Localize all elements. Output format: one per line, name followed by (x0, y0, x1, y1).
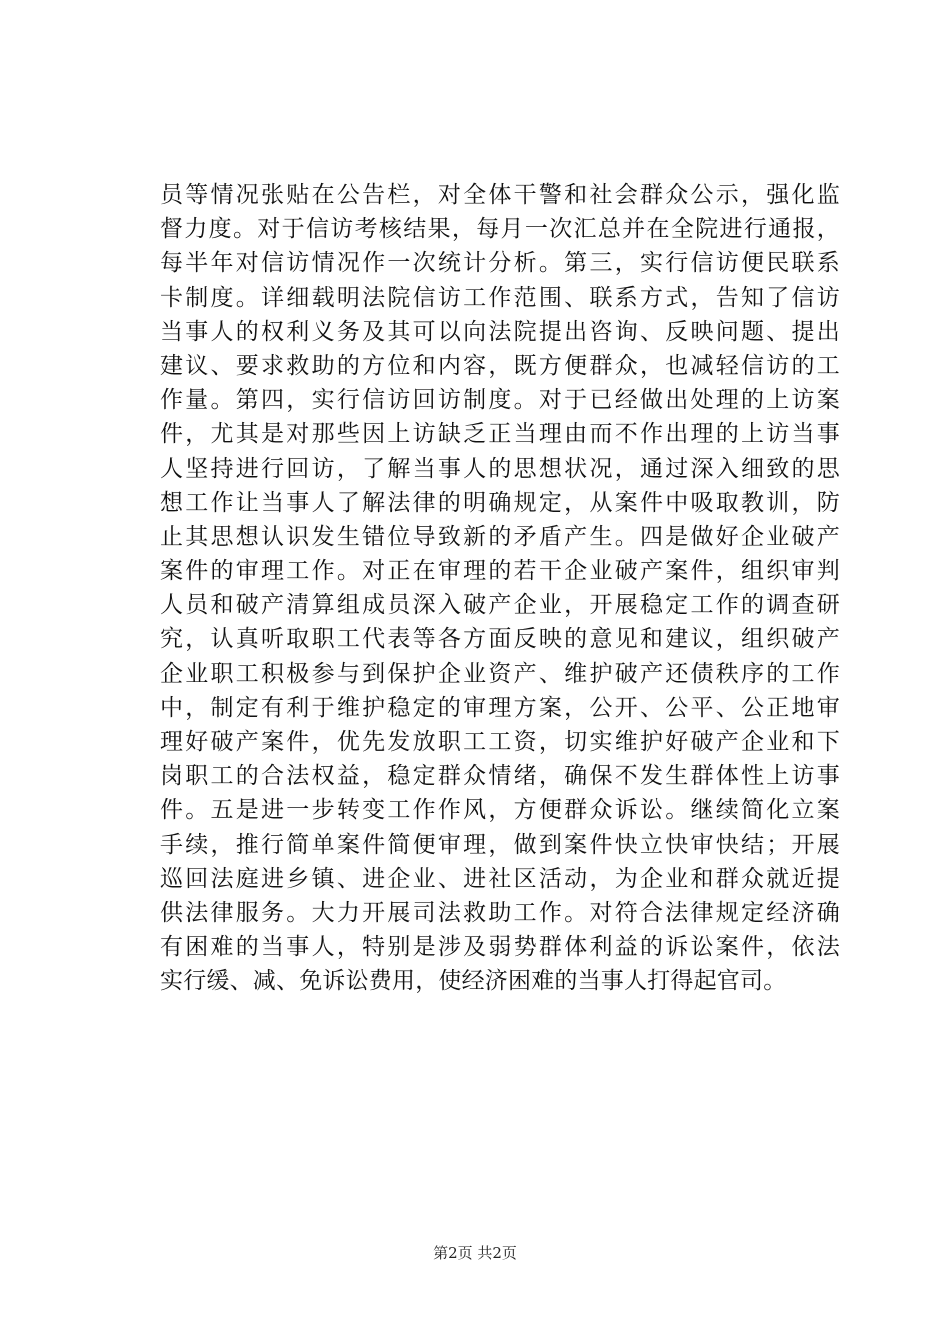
text-line-7: 作量。第四，实行信访回访制度。对于已经做出处理的上访案 (160, 387, 840, 414)
text-line-9: 人坚持进行回访，了解当事人的思想状况，通过深入细致的思 (160, 455, 840, 482)
text-line-12: 案件的审理工作。对正在审理的若干企业破产案件，组织审判 (160, 558, 840, 585)
text-line-24: 实行缓、减、免诉讼费用，使经济困难的当事人打得起官司。 (160, 968, 787, 995)
text-line-5: 当事人的权利义务及其可以向法院提出咨询、反映问题、提出 (160, 318, 840, 345)
text-line-2: 督力度。对于信访考核结果，每月一次汇总并在全院进行通报， (160, 216, 840, 243)
body-text (160, 178, 840, 999)
text-line-14: 究，认真听取职工代表等各方面反映的意见和建议，组织破产 (160, 626, 840, 653)
page-number-footer: 第2页 共2页 (433, 1244, 517, 1262)
text-line-1: 员等情况张贴在公告栏，对全体干警和社会群众公示，强化监 (160, 182, 840, 208)
text-line-17: 理好破产案件，优先发放职工工资，切实维护好破产企业和下 (160, 729, 840, 755)
text-line-3: 每半年对信访情况作一次统计分析。第三，实行信访便民联系 (160, 250, 840, 277)
text-line-23: 有困难的当事人，特别是涉及弱势群体利益的诉讼案件，依法 (160, 934, 840, 961)
text-line-4: 卡制度。详细载明法院信访工作范围、联系方式，告知了信访 (160, 284, 840, 311)
text-line-21: 巡回法庭进乡镇、进企业、进社区活动，为企业和群众就近提 (160, 865, 840, 892)
text-line-6: 建议、要求救助的方位和内容，既方便群众，也减轻信访的工 (160, 352, 840, 379)
text-line-18: 岗职工的合法权益，稳定群众情绪，确保不发生群体性上访事 (160, 763, 840, 790)
text-line-13: 人员和破产清算组成员深入破产企业，开展稳定工作的调查研 (160, 592, 840, 619)
text-line-10: 想工作让当事人了解法律的明确规定，从案件中吸取教训，防 (160, 489, 840, 516)
text-line-15: 企业职工积极参与到保护企业资产、维护破产还债秩序的工作 (160, 660, 840, 687)
text-line-16: 中，制定有利于维护稳定的审理方案，公开、公平、公正地审 (160, 694, 840, 721)
text-line-19: 件。五是进一步转变工作作风，方便群众诉讼。继续简化立案 (160, 797, 840, 824)
text-line-8: 件，尤其是对那些因上访缺乏正当理由而不作出理的上访当事 (160, 421, 840, 448)
text-line-20: 手续，推行简单案件简便审理，做到案件快立快审快结；开展 (160, 831, 840, 858)
text-line-11: 止其思想认识发生错位导致新的矛盾产生。四是做好企业破产 (160, 523, 840, 550)
text-line-22: 供法律服务。大力开展司法救助工作。对符合法律规定经济确 (160, 899, 840, 926)
